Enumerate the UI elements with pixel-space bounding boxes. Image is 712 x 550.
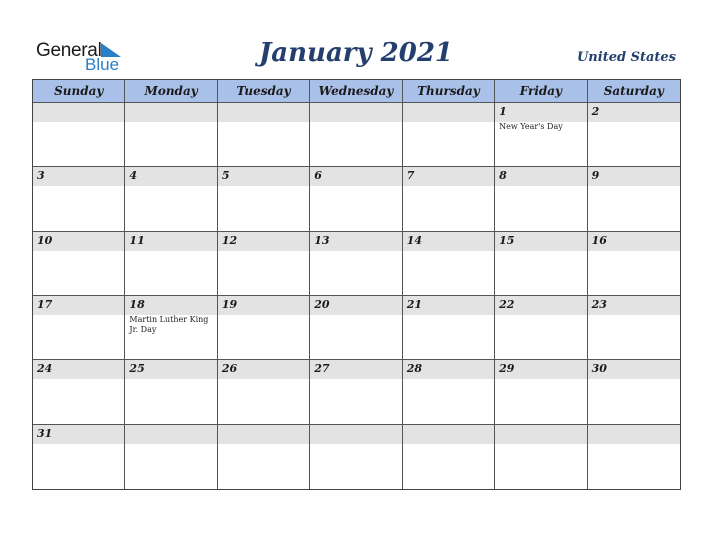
day-number: 19 xyxy=(221,298,238,311)
day-cell xyxy=(218,232,310,296)
day-cell xyxy=(125,232,217,296)
day-header-band xyxy=(310,425,401,444)
day-number: 24 xyxy=(37,362,53,376)
day-header-band xyxy=(403,103,494,122)
day-number: 26 xyxy=(221,362,238,376)
day-header-band xyxy=(218,425,309,444)
day-header-band xyxy=(218,167,309,186)
weekday-header-sunday: Sunday xyxy=(33,80,125,103)
day-cell xyxy=(310,425,402,489)
day-header-band xyxy=(495,425,586,444)
day-header-band xyxy=(495,167,586,186)
day-cell xyxy=(33,360,125,424)
day-number: 25 xyxy=(129,362,145,376)
day-number: 29 xyxy=(499,362,515,376)
day-cell xyxy=(403,232,495,296)
day-cell xyxy=(33,425,125,489)
day-number: 12 xyxy=(221,233,238,247)
day-cell xyxy=(125,360,217,424)
day-cell xyxy=(495,103,587,167)
holiday-label: New Year's Day xyxy=(499,122,563,131)
day-number: 3 xyxy=(37,169,45,183)
day-header-band xyxy=(403,167,494,186)
day-cell xyxy=(588,425,680,489)
day-cell xyxy=(403,360,495,424)
day-cell xyxy=(495,167,587,231)
day-cell xyxy=(218,296,310,360)
day-number: 28 xyxy=(406,362,423,376)
day-number: 7 xyxy=(406,169,415,183)
logo-blue-text: Blue xyxy=(85,55,120,74)
day-number: 8 xyxy=(499,169,507,183)
day-number: 17 xyxy=(37,298,53,311)
day-cell xyxy=(218,103,310,167)
day-header-band xyxy=(588,425,680,444)
day-cell xyxy=(125,167,217,231)
logo-general-text: General xyxy=(36,40,102,61)
day-cell xyxy=(403,296,495,360)
day-header-band xyxy=(125,425,216,444)
day-number: 4 xyxy=(129,169,138,183)
day-cell xyxy=(495,232,587,296)
day-cell xyxy=(495,425,587,489)
weekday-header-saturday: Saturday xyxy=(588,80,680,103)
day-cell xyxy=(33,167,125,231)
day-cell xyxy=(125,425,217,489)
weekday-header-tuesday: Tuesday xyxy=(218,80,310,103)
day-header-band xyxy=(588,103,680,122)
weekday-header-wednesday: Wednesday xyxy=(310,80,402,103)
calendar-title: January 2021 xyxy=(258,38,454,68)
day-header-band xyxy=(125,167,216,186)
day-number: 18 xyxy=(129,298,145,311)
day-number: 9 xyxy=(591,169,600,183)
weekday-header-friday: Friday xyxy=(495,80,587,103)
day-header-band xyxy=(310,167,401,186)
day-header-band xyxy=(218,103,309,122)
day-cell xyxy=(218,425,310,489)
day-cell xyxy=(495,296,587,360)
day-number: 16 xyxy=(591,233,607,247)
day-cell xyxy=(218,360,310,424)
day-number: 14 xyxy=(406,233,423,247)
day-cell xyxy=(33,296,125,360)
day-number: 20 xyxy=(314,298,330,311)
day-cell xyxy=(218,167,310,231)
day-cell xyxy=(310,360,402,424)
day-cell xyxy=(33,232,125,296)
weekday-header-thursday: Thursday xyxy=(403,80,495,103)
day-number: 23 xyxy=(591,298,607,311)
day-number: 13 xyxy=(314,233,330,247)
day-number: 10 xyxy=(37,233,53,247)
holiday-label: Martin Luther King Jr. Day xyxy=(129,315,209,334)
day-cell xyxy=(588,296,680,360)
day-header-band xyxy=(310,103,401,122)
day-cell xyxy=(125,103,217,167)
day-number: 1 xyxy=(499,105,507,118)
day-cell xyxy=(310,167,402,231)
day-cell xyxy=(310,296,402,360)
day-header-band xyxy=(125,103,216,122)
day-header-band xyxy=(588,167,680,186)
day-header-band xyxy=(403,425,494,444)
day-cell xyxy=(310,103,402,167)
day-cell xyxy=(33,103,125,167)
day-header-band xyxy=(495,103,586,122)
day-number: 15 xyxy=(499,233,515,247)
day-cell xyxy=(588,167,680,231)
day-number: 6 xyxy=(314,169,322,183)
day-cell xyxy=(495,360,587,424)
country-label: United States xyxy=(576,50,676,65)
day-number: 30 xyxy=(591,362,607,376)
day-number: 11 xyxy=(129,233,145,247)
day-number: 21 xyxy=(406,298,423,311)
day-number: 2 xyxy=(591,105,600,118)
day-number: 22 xyxy=(499,298,515,311)
day-number: 5 xyxy=(221,169,230,183)
day-cell xyxy=(403,425,495,489)
day-number: 27 xyxy=(314,362,330,376)
day-cell xyxy=(403,167,495,231)
weekday-header-monday: Monday xyxy=(125,80,217,103)
day-cell xyxy=(310,232,402,296)
day-cell xyxy=(125,296,217,360)
day-cell xyxy=(403,103,495,167)
day-cell xyxy=(588,103,680,167)
day-cell xyxy=(588,360,680,424)
day-number: 31 xyxy=(37,426,53,440)
day-cell xyxy=(588,232,680,296)
calendar-grid xyxy=(32,79,681,490)
day-header-band xyxy=(33,167,124,186)
day-header-band xyxy=(33,103,124,122)
